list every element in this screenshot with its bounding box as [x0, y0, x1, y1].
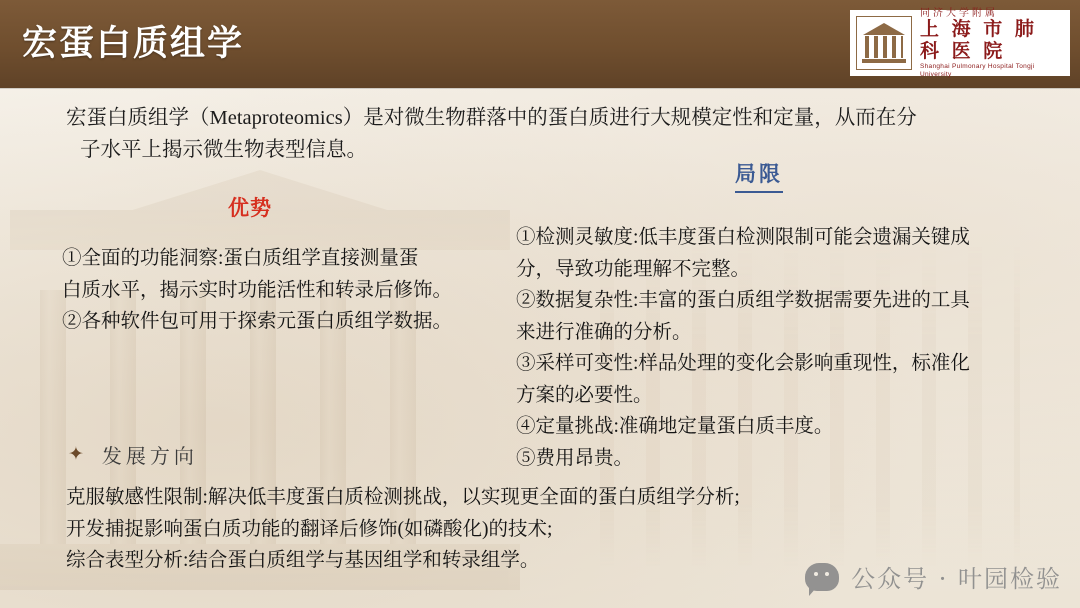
- logo-name: 上 海 市 肺 科 医 院: [920, 18, 1037, 63]
- building-logo-icon: [856, 16, 912, 70]
- hospital-logo: [850, 7, 1070, 78]
- page-title: 宏蛋白质组学: [22, 23, 245, 64]
- advantages-list: [62, 243, 492, 338]
- slide-header: [0, 0, 1080, 88]
- development-heading: [68, 440, 198, 469]
- advantages-line: ①全面的功能洞察:蛋白质组学直接测量蛋: [62, 248, 419, 269]
- advantages-heading: 优势: [228, 196, 272, 220]
- development-line: 克服敏感性限制:解决低丰度蛋白质检测挑战，以实现更全面的蛋白质组学分析;: [66, 487, 740, 508]
- limits-line: ⑤费用昂贵。: [516, 448, 634, 470]
- logo-name-en: Shanghai Pulmonary Hospital Tongji University: [920, 63, 1035, 78]
- footer-watermark-text: 公众号 · 叶园检验: [851, 565, 1062, 593]
- intro-line-1: 宏蛋白质组学（Metaproteomics）是对微生物群落中的蛋白质进行大规模定性和定量，从而在分: [66, 107, 917, 129]
- development-line: 综合表型分析:结合蛋白质组学与基因组学和转录组学。: [66, 550, 540, 572]
- advantages-line: ②各种软件包可用于探索元蛋白质组学数据。: [62, 311, 453, 333]
- limits-line: ④定量挑战:准确地定量蛋白质丰度。: [516, 416, 834, 438]
- star-icon: ✦: [68, 444, 84, 465]
- limits-heading-underline: [735, 191, 783, 193]
- logo-affiliation: 同济大学附属: [920, 7, 998, 19]
- limits-line: 分，导致功能理解不完整。: [516, 258, 751, 280]
- limits-line: ①检测灵敏度:低丰度蛋白检测限制可能会遗漏关键成: [516, 227, 970, 248]
- limits-line: ②数据复杂性:丰富的蛋白质组学数据需要先进的工具: [516, 290, 970, 312]
- advantages-line: 白质水平，揭示实时功能活性和转录后修饰。: [62, 279, 453, 301]
- limits-list: [516, 222, 1021, 475]
- limits-line: 来进行准确的分析。: [516, 321, 692, 343]
- wechat-icon: [805, 563, 839, 591]
- intro-paragraph: [66, 103, 996, 167]
- footer-watermark: [805, 559, 1062, 594]
- development-heading-text: 发展方向: [101, 446, 198, 468]
- limits-line: ③采样可变性:样品处理的变化会影响重现性，标准化: [516, 353, 970, 375]
- development-line: 开发捕捉影响蛋白质功能的翻译后修饰(如磷酸化)的技术;: [66, 518, 553, 540]
- intro-line-2: 子水平上揭示微生物表型信息。: [80, 138, 367, 161]
- limits-heading-text: 局限: [735, 162, 783, 186]
- limits-line: 方案的必要性。: [516, 384, 653, 406]
- limits-heading: [735, 158, 783, 193]
